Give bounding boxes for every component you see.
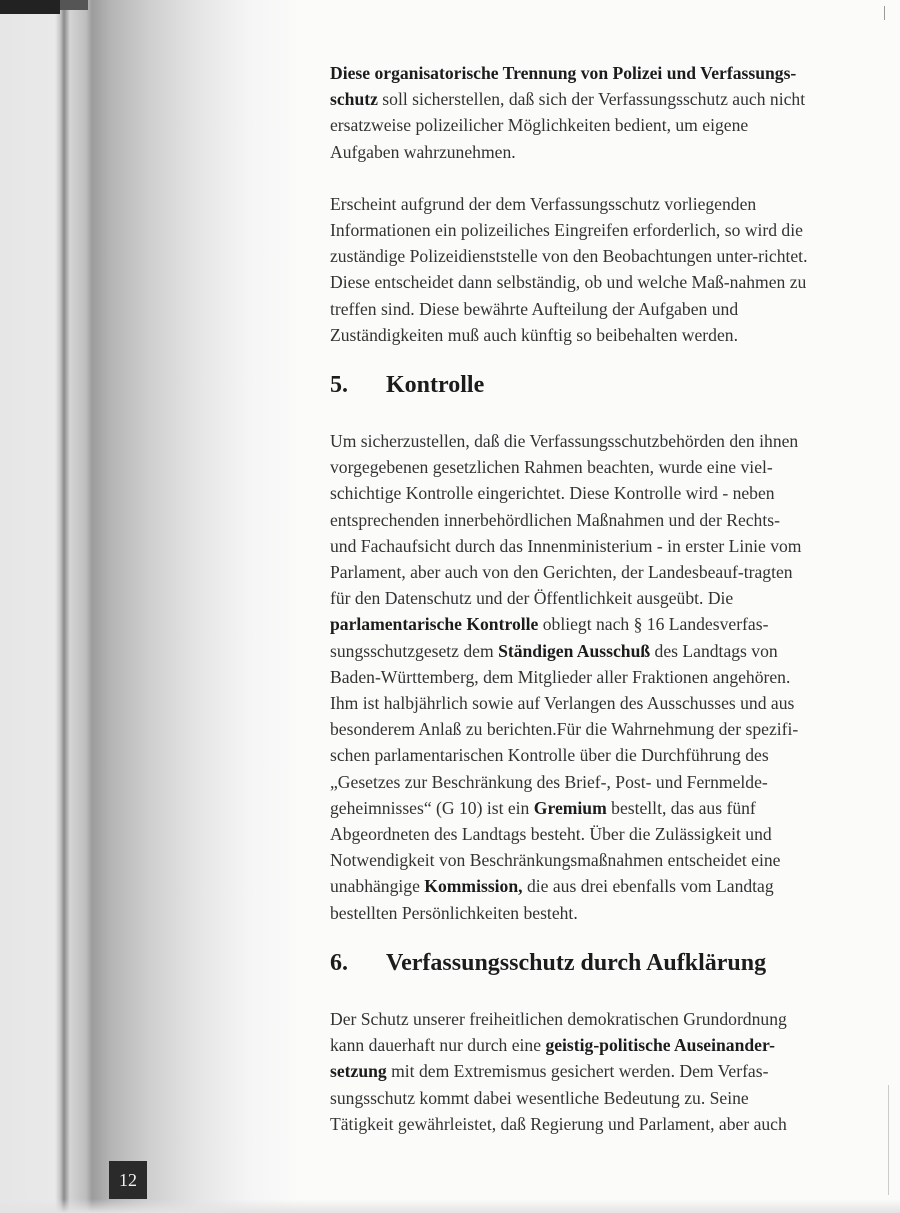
paragraph-aufklaerung: [330, 1006, 810, 1137]
section-heading-aufklaerung: [330, 948, 810, 978]
paragraph-text: Um sicherzustellen, daß die Verfassungsschutzbehörden den ihnen vorgegebenen gesetzlichen Rahmen beachten, wurde eine viel-schichtige Kontrolle eingerichtet. Diese Kontrolle wird - neben entsprechenden innerbehördlichen Maßnahmen und der Rechts- und Fachaufsicht durch das Innenministerium - in erster Linie vom Parlament, aber auch von den Gerichten, der Landesbeauf-tragten für den Datenschutz und der Öffentlichkeit ausgeübt. Die: [330, 431, 802, 609]
scan-edge-mark: [0, 0, 60, 14]
scan-edge-mark: [884, 6, 885, 20]
section-title: Verfassungsschutz durch Aufklärung: [386, 949, 767, 976]
scan-edge-mark: [888, 1085, 889, 1195]
scan-bottom-shadow: [0, 1199, 900, 1213]
binding-shadow: [0, 0, 300, 1213]
paragraph-text: obliegt nach § 16 Landesverfas-sungsschutzgesetz dem: [330, 614, 769, 661]
page-number: 12: [109, 1161, 147, 1199]
paragraph-text: des Landtags von Baden-Württemberg, dem Mitglieder aller Fraktionen angehören. Ihm ist halbjährlich sowie auf Verlangen des Ausschusses und aus besonderem Anlaß zu berichten.Für die Wahrnehmung der spezifi-schen parlamentarischen Kontrolle über die Durchführung des „Gesetzes zur Beschränkung des Brief-, Post- und Fernmelde-geheimnisses“ (G 10) ist ein: [330, 640, 799, 818]
paragraph-text: soll sicherstellen, daß sich der Verfassungsschutz auch nicht ersatzweise polizeilicher Möglichkeiten bedient, um eigene Aufgaben wahrzunehmen.: [330, 89, 806, 162]
bold-phrase: Gremium: [533, 797, 607, 818]
paragraph-text: mit dem Extremismus gesichert werden. Dem Verfas-sungsschutz kommt dabei wesentliche Bedeutung zu. Seine Tätigkeit gewährleistet, daß Regierung und Parlament, aber auch: [330, 1061, 787, 1134]
bold-phrase: Ständigen Ausschuß: [498, 640, 651, 661]
section-title: Kontrolle: [386, 372, 485, 399]
bold-phrase: Kommission,: [424, 876, 523, 897]
scan-edge-mark: [60, 0, 88, 10]
body-text: [330, 60, 810, 1163]
bold-phrase: geistig-politische Auseinander-setzung: [330, 1035, 775, 1082]
bold-phrase: Diese organisatorische Trennung von Polizei und Verfassungs-schutz: [330, 63, 797, 110]
paragraph-eingreifen: Erscheint aufgrund der dem Verfassungsschutz vorliegenden Informationen ein polizeiliches Eingreifen erforderlich, so wird die zuständige Polizeidienststelle von den Beobachtungen unter-richtet. Diese entscheidet dann selbständig, ob und welche Maß-nahmen zu treffen sind. Diese bewährte Aufteilung der Aufgaben und Zuständigkeiten muß auch künftig so beibehalten werden.: [330, 193, 808, 345]
paragraph-text: bestellt, das aus fünf Abgeordneten des Landtags besteht. Über die Zulässigkeit und Notwendigkeit von Beschränkungsmaßnahmen entscheidet eine unabhängige: [330, 797, 781, 897]
paragraph-text: die aus drei ebenfalls vom Landtag bestellten Persönlichkeiten besteht.: [330, 876, 774, 923]
paragraph-text: Der Schutz unserer freiheitlichen demokratischen Grundordnung kann dauerhaft nur durch eine: [330, 1008, 787, 1056]
section-number: 5.: [330, 372, 348, 399]
bold-phrase: parlamentarische Kontrolle: [330, 614, 539, 635]
paragraph-trennung: [330, 60, 810, 165]
section-heading-kontrolle: [330, 370, 810, 400]
paragraph-kontrolle: [330, 428, 810, 926]
section-number: 6.: [330, 949, 348, 976]
